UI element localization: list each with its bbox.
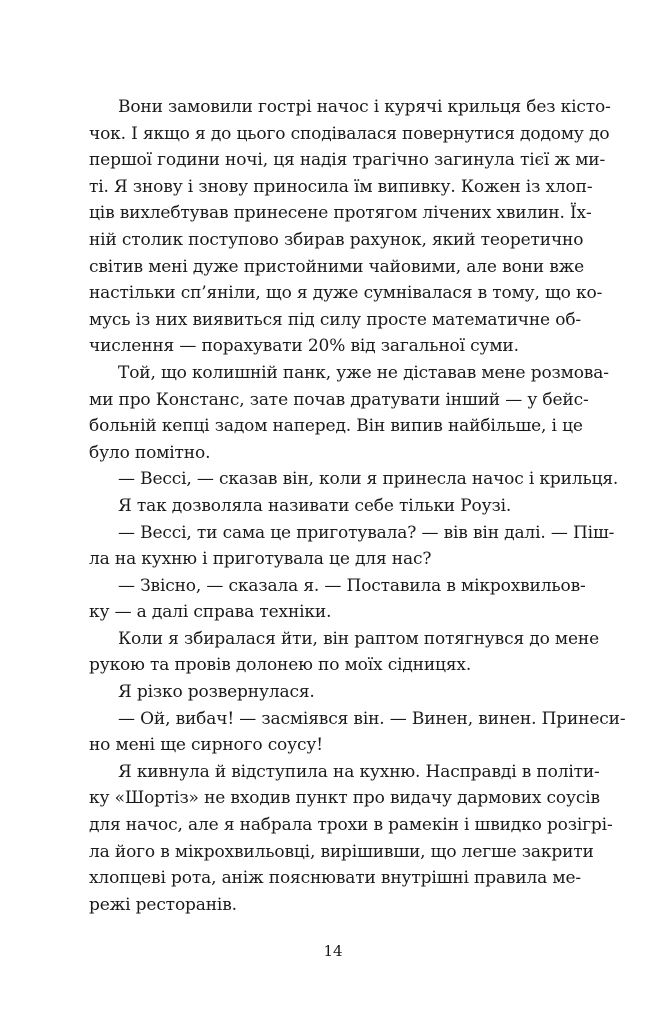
text-line: но мені ще сирного соусу! [89,735,323,756]
text-line: для начос, але я набрала трохи в рамекін і швидко розігрі- [89,815,613,836]
text-line: — Ой, вибач! — засміявся він. — Винен, винен. Принеси- [118,708,626,729]
text-line: — Звісно, — сказала я. — Поставила в мікрохвильов- [118,575,586,596]
text-line: ла його в мікрохвильовці, вирішивши, що легше закрити [89,841,594,862]
text-line: ку — а далі справа техніки. [89,602,332,623]
text-line: Вони замовили гострі начос і курячі крильця без кісто- [118,97,611,117]
text-line: Я кивнула й відступила на кухню. Насправді в політи- [118,761,600,782]
text-line: больній кепці задом наперед. Він випив найбільше, і це [89,416,583,437]
text-line: світив мені дуже пристойними чайовими, але вони вже [89,256,585,277]
text-line: Я різко розвернулася. [118,682,315,703]
body-text [89,94,626,918]
text-line: режі ресторанів. [89,894,237,915]
text-line: рукою та провів долонею по моїх сідницях. [89,655,472,676]
text-line: хлопцеві рота, аніж пояснювати внутрішні правила ме- [89,868,581,889]
text-line: Я так дозволяла називати себе тільки Роузі. [118,495,512,516]
text-line: ті. Я знову і знову приносила їм випивку. Кожен із хлоп- [89,176,593,197]
text-line: Той, що колишній панк, уже не діставав мене розмова- [118,362,609,383]
text-line: — Вессі, — сказав він, коли я принесла начос і крильця. [118,469,619,490]
text-line: ми про Констанс, зате почав дратувати інший — у бейс- [89,389,589,410]
text-line: чок. І якщо я до цього сподівалася повернутися додому до [89,123,610,144]
text-line: ців вихлебтував принесене протягом лічених хвилин. Їх- [89,203,592,224]
text-line: ку «Шортіз» не входив пункт про видачу дармових соусів [89,788,600,809]
text-line: Коли я збиралася йти, він раптом потягнувся до мене [118,628,600,649]
text-line: першої години ночі, ця надія трагічно загинула тієї ж ми- [89,150,606,171]
text-line: — Вессі, ти сама це приготувала? — вів він далі. — Піш- [118,522,615,543]
text-line: ла на кухню і приготувала це для нас? [89,549,432,570]
text-line: числення — порахувати 20% від загальної суми. [89,336,519,357]
text-line: настільки сп’яніли, що я дуже сумнівалася в тому, що ко- [89,283,603,304]
text-line: мусь із них виявиться під силу просте математичне об- [89,309,581,330]
page-number: 14 [323,942,343,960]
text-line: було помітно. [89,442,211,463]
text-line: ній столик поступово збирав рахунок, який теоретично [89,229,584,250]
